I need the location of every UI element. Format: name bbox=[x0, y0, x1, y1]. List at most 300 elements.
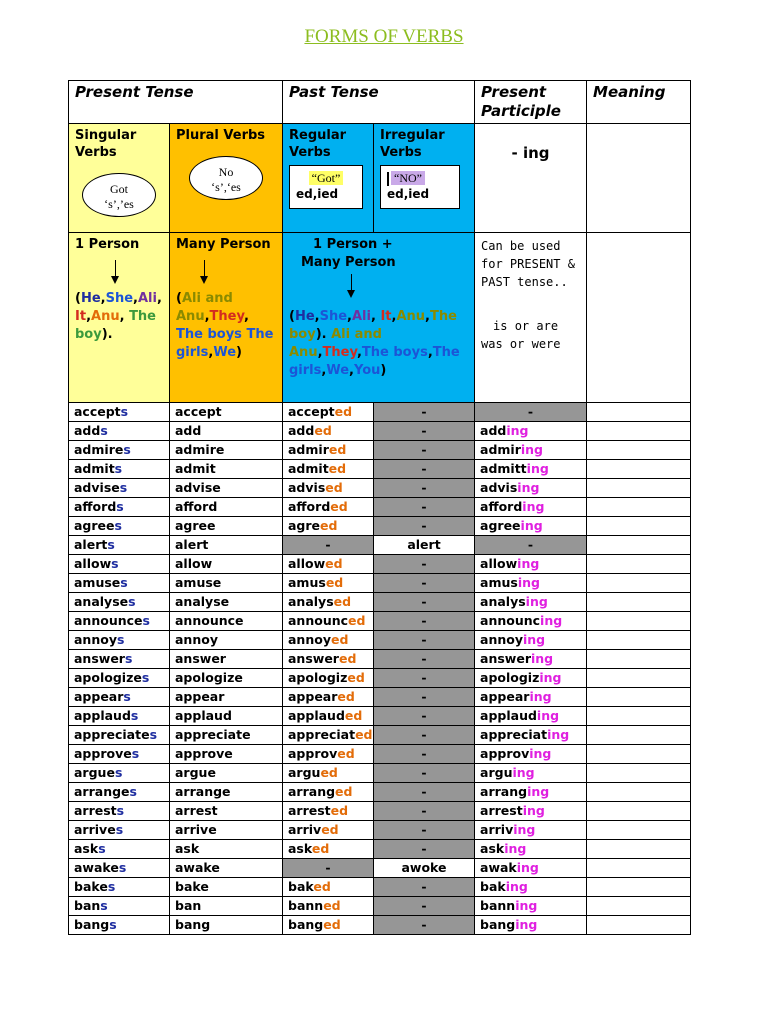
meaning-cell bbox=[587, 555, 691, 574]
participle-cell bbox=[475, 574, 587, 593]
singular-verb-cell bbox=[69, 840, 170, 859]
verb-stem: - bbox=[527, 537, 534, 552]
regular-past-cell bbox=[283, 726, 374, 745]
meaning-cell bbox=[587, 479, 691, 498]
irregular-past-cell: - bbox=[374, 422, 475, 441]
verb-stem: appear bbox=[288, 689, 338, 704]
regular-past-cell bbox=[283, 403, 374, 422]
verb-stem: applaud bbox=[288, 708, 345, 723]
past-persons-cell bbox=[283, 233, 475, 403]
regular-past-cell bbox=[283, 631, 374, 650]
usage-note-line-5: was or were bbox=[481, 337, 561, 351]
participle-cell bbox=[475, 897, 587, 916]
meaning-empty-cell bbox=[587, 124, 691, 233]
suffix-ed: ed bbox=[311, 841, 330, 856]
verb-stem: approve bbox=[74, 746, 132, 761]
irregular-past-cell: - bbox=[374, 555, 475, 574]
irregular-past-cell: - bbox=[374, 783, 475, 802]
irregular-past-cell: - bbox=[374, 574, 475, 593]
singular-bubble-line-2: ‘s’,’es bbox=[104, 197, 134, 211]
participle-cell bbox=[475, 688, 587, 707]
verb-stem: answer bbox=[288, 651, 339, 666]
participle-cell bbox=[475, 821, 587, 840]
suffix-ed: ed bbox=[330, 632, 349, 647]
regular-past-cell bbox=[283, 593, 374, 612]
singular-verb-cell bbox=[69, 517, 170, 536]
verb-stem: ban bbox=[74, 898, 101, 913]
verb-stem: add bbox=[74, 423, 101, 438]
meaning-cell bbox=[587, 403, 691, 422]
table-row bbox=[69, 479, 691, 498]
plural-verb-cell: add bbox=[170, 422, 283, 441]
verb-stem: bang bbox=[74, 917, 110, 932]
suffix-ed: ed bbox=[337, 746, 355, 761]
singular-verb-cell bbox=[69, 707, 170, 726]
verb-stem: applaud bbox=[480, 708, 537, 723]
suffix-ed: ed bbox=[337, 689, 355, 704]
verb-stem: arrest bbox=[480, 803, 523, 818]
participle-cell bbox=[475, 441, 587, 460]
verb-stem: annoy bbox=[288, 632, 331, 647]
table-row bbox=[69, 612, 691, 631]
verb-stem: approv bbox=[480, 746, 530, 761]
verb-stem: amus bbox=[480, 575, 518, 590]
regular-past-cell bbox=[283, 764, 374, 783]
verb-stem: analys bbox=[288, 594, 334, 609]
suffix-ed: ed bbox=[320, 518, 338, 533]
suffix-ed: ed bbox=[334, 404, 353, 419]
plural-bubble-line-1: No bbox=[218, 165, 234, 179]
usage-note-line-3: PAST tense.. bbox=[481, 275, 568, 289]
suffix-s: s bbox=[149, 727, 158, 742]
suffix-s: s bbox=[100, 423, 108, 438]
regular-past-cell bbox=[283, 878, 374, 897]
plural-verb-cell: admire bbox=[170, 441, 283, 460]
meaning-cell bbox=[587, 460, 691, 479]
plural-verb-cell: approve bbox=[170, 745, 283, 764]
irregular-past-cell: - bbox=[374, 669, 475, 688]
verb-stem: arrest bbox=[288, 803, 331, 818]
usage-note-line-1: Can be used bbox=[481, 239, 561, 253]
singular-verb-cell bbox=[69, 536, 170, 555]
table-row bbox=[69, 878, 691, 897]
verb-stem: awak bbox=[480, 860, 517, 875]
meaning-cell bbox=[587, 536, 691, 555]
verb-stem: arrang bbox=[288, 784, 336, 799]
suffix-ed: ed bbox=[320, 765, 338, 780]
participle-cell bbox=[475, 403, 587, 422]
verb-stem: admit bbox=[74, 461, 115, 476]
suffix-ing: ing bbox=[547, 727, 570, 742]
down-arrow-icon bbox=[200, 260, 276, 286]
table-row bbox=[69, 802, 691, 821]
irregular-verbs-cell bbox=[374, 124, 475, 233]
suffix-ing: ing bbox=[517, 480, 540, 495]
participle-cell bbox=[475, 764, 587, 783]
regular-tag: “Got” bbox=[309, 171, 344, 185]
suffix-s: s bbox=[107, 879, 116, 894]
verb-stem: - bbox=[325, 860, 331, 875]
verb-stem: ask bbox=[288, 841, 312, 856]
verb-stem: bang bbox=[288, 917, 324, 932]
page-title: FORMS OF VERBS bbox=[304, 26, 464, 47]
suffix-ing: ing bbox=[530, 651, 554, 666]
table-row bbox=[69, 707, 691, 726]
participle-cell bbox=[475, 859, 587, 878]
verb-stem: bak bbox=[480, 879, 506, 894]
meaning-cell bbox=[587, 783, 691, 802]
suffix-ing: ing bbox=[505, 879, 528, 894]
verb-stem: announc bbox=[288, 613, 349, 628]
past-persons-title-1: 1 Person + bbox=[313, 237, 393, 252]
singular-verb-cell bbox=[69, 593, 170, 612]
irregular-verbs-label: Irregular Verbs bbox=[380, 128, 445, 160]
singular-verb-cell bbox=[69, 555, 170, 574]
participle-cell bbox=[475, 669, 587, 688]
plural-verb-cell: analyse bbox=[170, 593, 283, 612]
regular-past-cell bbox=[283, 555, 374, 574]
irregular-past-cell: - bbox=[374, 916, 475, 935]
participle-cell bbox=[475, 422, 587, 441]
suffix-s: s bbox=[114, 518, 122, 533]
singular-verb-cell bbox=[69, 612, 170, 631]
irregular-past-cell: - bbox=[374, 745, 475, 764]
verb-stem: appreciat bbox=[480, 727, 548, 742]
irregular-past-cell: - bbox=[374, 517, 475, 536]
suffix-s: s bbox=[142, 613, 150, 628]
verb-stem: argu bbox=[480, 765, 513, 780]
suffix-s: s bbox=[120, 575, 128, 590]
irregular-past-cell: - bbox=[374, 897, 475, 916]
regular-past-cell bbox=[283, 783, 374, 802]
verb-stem: afford bbox=[74, 499, 117, 514]
suffix-ed: ed bbox=[323, 917, 341, 932]
plural-verb-cell: allow bbox=[170, 555, 283, 574]
suffix-ing: ing bbox=[513, 822, 536, 837]
meaning-cell bbox=[587, 802, 691, 821]
plural-verb-cell: amuse bbox=[170, 574, 283, 593]
suffix-ed: ed bbox=[325, 575, 344, 590]
suffix-ed: ed bbox=[330, 803, 349, 818]
regular-past-cell bbox=[283, 460, 374, 479]
irregular-past-cell: - bbox=[374, 821, 475, 840]
meaning-cell bbox=[587, 517, 691, 536]
subheader-row bbox=[69, 124, 691, 233]
plural-verb-cell: appear bbox=[170, 688, 283, 707]
suffix-s: s bbox=[130, 708, 139, 723]
table-row bbox=[69, 593, 691, 612]
meaning-cell bbox=[587, 859, 691, 878]
verb-stem: allow bbox=[74, 556, 112, 571]
suffix-ing: ing bbox=[517, 556, 540, 571]
plural-verb-cell: bang bbox=[170, 916, 283, 935]
participle-cell bbox=[475, 498, 587, 517]
suffix-ed: ed bbox=[335, 784, 353, 799]
plural-bubble-line-2: ‘s’,‘es bbox=[211, 180, 241, 194]
singular-verb-cell bbox=[69, 745, 170, 764]
verb-stem: annoy bbox=[480, 632, 523, 647]
suffix-ed: ed bbox=[313, 879, 331, 894]
irregular-past-cell: - bbox=[374, 441, 475, 460]
suffix-ed: ed bbox=[348, 613, 366, 628]
singular-persons-title: 1 Person bbox=[75, 237, 140, 252]
meaning-cell bbox=[587, 574, 691, 593]
past-tense-header: Past Tense bbox=[283, 81, 475, 124]
irregular-past-cell: - bbox=[374, 726, 475, 745]
irregular-past-cell: - bbox=[374, 460, 475, 479]
verb-stem: arriv bbox=[480, 822, 514, 837]
regular-past-cell bbox=[283, 802, 374, 821]
suffix-ing: ing bbox=[515, 898, 538, 913]
verb-stem: admitt bbox=[480, 461, 527, 476]
verb-stem: arriv bbox=[288, 822, 322, 837]
regular-past-cell bbox=[283, 498, 374, 517]
present-tense-header: Present Tense bbox=[69, 81, 283, 124]
irregular-past-cell: - bbox=[374, 479, 475, 498]
verb-stem: ask bbox=[74, 841, 99, 856]
meaning-cell bbox=[587, 441, 691, 460]
irregular-past-cell: - bbox=[374, 498, 475, 517]
regular-rule: ed,ied bbox=[296, 187, 339, 201]
singular-verb-cell bbox=[69, 821, 170, 840]
verb-stem: afford bbox=[480, 499, 523, 514]
verb-stem: arrang bbox=[480, 784, 528, 799]
singular-verb-cell bbox=[69, 688, 170, 707]
verb-stem: apologiz bbox=[288, 670, 348, 685]
participle-cell bbox=[475, 802, 587, 821]
suffix-ing: ing bbox=[517, 575, 540, 590]
plural-verb-cell: announce bbox=[170, 612, 283, 631]
singular-verb-cell bbox=[69, 764, 170, 783]
table-row bbox=[69, 669, 691, 688]
table-row bbox=[69, 631, 691, 650]
plural-verb-cell: arrange bbox=[170, 783, 283, 802]
table-row bbox=[69, 574, 691, 593]
participle-cell bbox=[475, 916, 587, 935]
meaning-cell bbox=[587, 840, 691, 859]
suffix-ing: ing bbox=[522, 803, 545, 818]
table-row bbox=[69, 726, 691, 745]
table-row bbox=[69, 441, 691, 460]
singular-verbs-cell bbox=[69, 124, 170, 233]
singular-verb-cell bbox=[69, 916, 170, 935]
suffix-ing: ing bbox=[506, 423, 529, 438]
meaning-cell bbox=[587, 916, 691, 935]
regular-past-cell bbox=[283, 669, 374, 688]
singular-verbs-label: Singular Verbs bbox=[75, 128, 137, 160]
meaning-cell bbox=[587, 726, 691, 745]
usage-note-line-4: is or are bbox=[493, 319, 559, 333]
verb-stem: agree bbox=[480, 518, 521, 533]
verb-stem: analys bbox=[480, 594, 526, 609]
plural-pronouns: (Ali and Anu,They, The boys The girls,We) bbox=[176, 291, 274, 360]
verb-stem: annoy bbox=[74, 632, 117, 647]
regular-past-cell bbox=[283, 745, 374, 764]
suffix-s: s bbox=[111, 556, 119, 571]
plural-verbs-cell bbox=[170, 124, 283, 233]
meaning-cell bbox=[587, 764, 691, 783]
participle-cell bbox=[475, 745, 587, 764]
plural-verb-cell: arrive bbox=[170, 821, 283, 840]
table-row bbox=[69, 517, 691, 536]
verb-stem: apologiz bbox=[480, 670, 540, 685]
irregular-past-cell: awoke bbox=[374, 859, 475, 878]
table-row bbox=[69, 422, 691, 441]
verb-stem: admit bbox=[288, 461, 329, 476]
participle-cell bbox=[475, 460, 587, 479]
participle-cell bbox=[475, 878, 587, 897]
singular-verb-cell bbox=[69, 631, 170, 650]
regular-past-cell bbox=[283, 517, 374, 536]
participle-cell bbox=[475, 555, 587, 574]
participle-cell bbox=[475, 479, 587, 498]
suffix-s: s bbox=[116, 499, 124, 514]
plural-bubble bbox=[189, 156, 263, 200]
verb-stem: bann bbox=[288, 898, 324, 913]
singular-verb-cell bbox=[69, 859, 170, 878]
suffix-ed: ed bbox=[333, 594, 352, 609]
regular-past-cell bbox=[283, 859, 374, 878]
suffix-ing: ing bbox=[536, 708, 560, 723]
suffix-ed: ed bbox=[347, 670, 365, 685]
regular-verbs-cell bbox=[283, 124, 374, 233]
verb-stem: bann bbox=[480, 898, 516, 913]
regular-past-cell bbox=[283, 574, 374, 593]
table-row bbox=[69, 555, 691, 574]
meaning-empty-cell bbox=[587, 233, 691, 403]
verb-stem: admir bbox=[480, 442, 521, 457]
participle-cell bbox=[475, 517, 587, 536]
verb-stem: advise bbox=[74, 480, 120, 495]
table-row bbox=[69, 916, 691, 935]
verb-stem: bang bbox=[480, 917, 516, 932]
suffix-ed: ed bbox=[338, 651, 357, 666]
meaning-cell bbox=[587, 422, 691, 441]
table-row bbox=[69, 460, 691, 479]
usage-note-cell bbox=[475, 233, 587, 403]
irregular-past-cell: - bbox=[374, 688, 475, 707]
meaning-cell bbox=[587, 650, 691, 669]
suffix-ing: ing bbox=[540, 613, 563, 628]
singular-verb-cell bbox=[69, 498, 170, 517]
past-pronouns: (He,She,Ali, It,Anu,The boy). Ali and Anu,They,The boys,The girls,We,You) bbox=[289, 309, 460, 378]
plural-verb-cell: advise bbox=[170, 479, 283, 498]
irregular-past-cell: alert bbox=[374, 536, 475, 555]
singular-verb-cell bbox=[69, 650, 170, 669]
meaning-cell bbox=[587, 669, 691, 688]
suffix-ing: ing bbox=[512, 765, 535, 780]
regular-past-cell bbox=[283, 650, 374, 669]
meaning-cell bbox=[587, 821, 691, 840]
verb-stem: amuse bbox=[74, 575, 121, 590]
meaning-cell bbox=[587, 897, 691, 916]
participle-cell bbox=[475, 707, 587, 726]
suffix-s: s bbox=[100, 898, 108, 913]
plural-verb-cell: argue bbox=[170, 764, 283, 783]
verb-stem: afford bbox=[288, 499, 331, 514]
verb-stem: arrive bbox=[74, 822, 116, 837]
participle-cell bbox=[475, 536, 587, 555]
suffix-ing: ing bbox=[504, 841, 527, 856]
irregular-past-cell: - bbox=[374, 764, 475, 783]
table-row bbox=[69, 859, 691, 878]
suffix-s: s bbox=[115, 822, 124, 837]
meaning-cell bbox=[587, 745, 691, 764]
ing-suffix-cell: - ing bbox=[475, 124, 587, 233]
plural-verb-cell: admit bbox=[170, 460, 283, 479]
suffix-s: s bbox=[118, 860, 127, 875]
plural-verb-cell: agree bbox=[170, 517, 283, 536]
verb-stem: agree bbox=[74, 518, 115, 533]
participle-cell bbox=[475, 783, 587, 802]
plural-verb-cell: applaud bbox=[170, 707, 283, 726]
meaning-cell bbox=[587, 878, 691, 897]
verb-stem: admire bbox=[74, 442, 124, 457]
meaning-cell bbox=[587, 612, 691, 631]
regular-past-cell bbox=[283, 479, 374, 498]
suffix-ed: ed bbox=[323, 898, 341, 913]
verb-stem: add bbox=[480, 423, 507, 438]
plural-verb-cell: answer bbox=[170, 650, 283, 669]
regular-past-cell bbox=[283, 688, 374, 707]
suffix-ing: ing bbox=[527, 784, 550, 799]
table-row bbox=[69, 745, 691, 764]
plural-verb-cell: bake bbox=[170, 878, 283, 897]
singular-verb-cell bbox=[69, 897, 170, 916]
header-row bbox=[69, 81, 691, 124]
verb-stem: ask bbox=[480, 841, 505, 856]
verb-stem: appreciate bbox=[74, 727, 150, 742]
meaning-cell bbox=[587, 498, 691, 517]
singular-verb-cell bbox=[69, 441, 170, 460]
suffix-ing: ing bbox=[539, 670, 562, 685]
participle-cell bbox=[475, 593, 587, 612]
irregular-past-cell: - bbox=[374, 878, 475, 897]
suffix-s: s bbox=[123, 689, 131, 704]
regular-past-cell bbox=[283, 536, 374, 555]
present-participle-header bbox=[475, 81, 587, 124]
suffix-s: s bbox=[119, 480, 128, 495]
suffix-ing: ing bbox=[522, 632, 546, 647]
verb-stem: answer bbox=[480, 651, 531, 666]
suffix-ed: ed bbox=[328, 461, 347, 476]
verb-stem: announce bbox=[74, 613, 143, 628]
suffix-ing: ing bbox=[525, 594, 548, 609]
verb-stem: allow bbox=[288, 556, 326, 571]
plural-verb-cell: afford bbox=[170, 498, 283, 517]
suffix-ing: ing bbox=[529, 746, 552, 761]
participle-cell bbox=[475, 840, 587, 859]
verb-stem: - bbox=[325, 537, 331, 552]
irregular-past-cell: - bbox=[374, 707, 475, 726]
verb-stem: applaud bbox=[74, 708, 131, 723]
participle-cell bbox=[475, 612, 587, 631]
singular-verb-cell bbox=[69, 669, 170, 688]
suffix-ed: ed bbox=[328, 442, 347, 457]
suffix-s: s bbox=[124, 651, 133, 666]
singular-verb-cell bbox=[69, 878, 170, 897]
meaning-cell bbox=[587, 707, 691, 726]
suffix-s: s bbox=[109, 917, 117, 932]
verb-stem: alert bbox=[74, 537, 108, 552]
verb-stem: argue bbox=[74, 765, 115, 780]
suffix-ed: ed bbox=[344, 708, 363, 723]
meaning-header: Meaning bbox=[587, 81, 691, 124]
singular-verb-cell bbox=[69, 802, 170, 821]
verb-stem: advis bbox=[480, 480, 518, 495]
irregular-rule: ed,ied bbox=[387, 187, 430, 201]
plural-verb-cell: accept bbox=[170, 403, 283, 422]
